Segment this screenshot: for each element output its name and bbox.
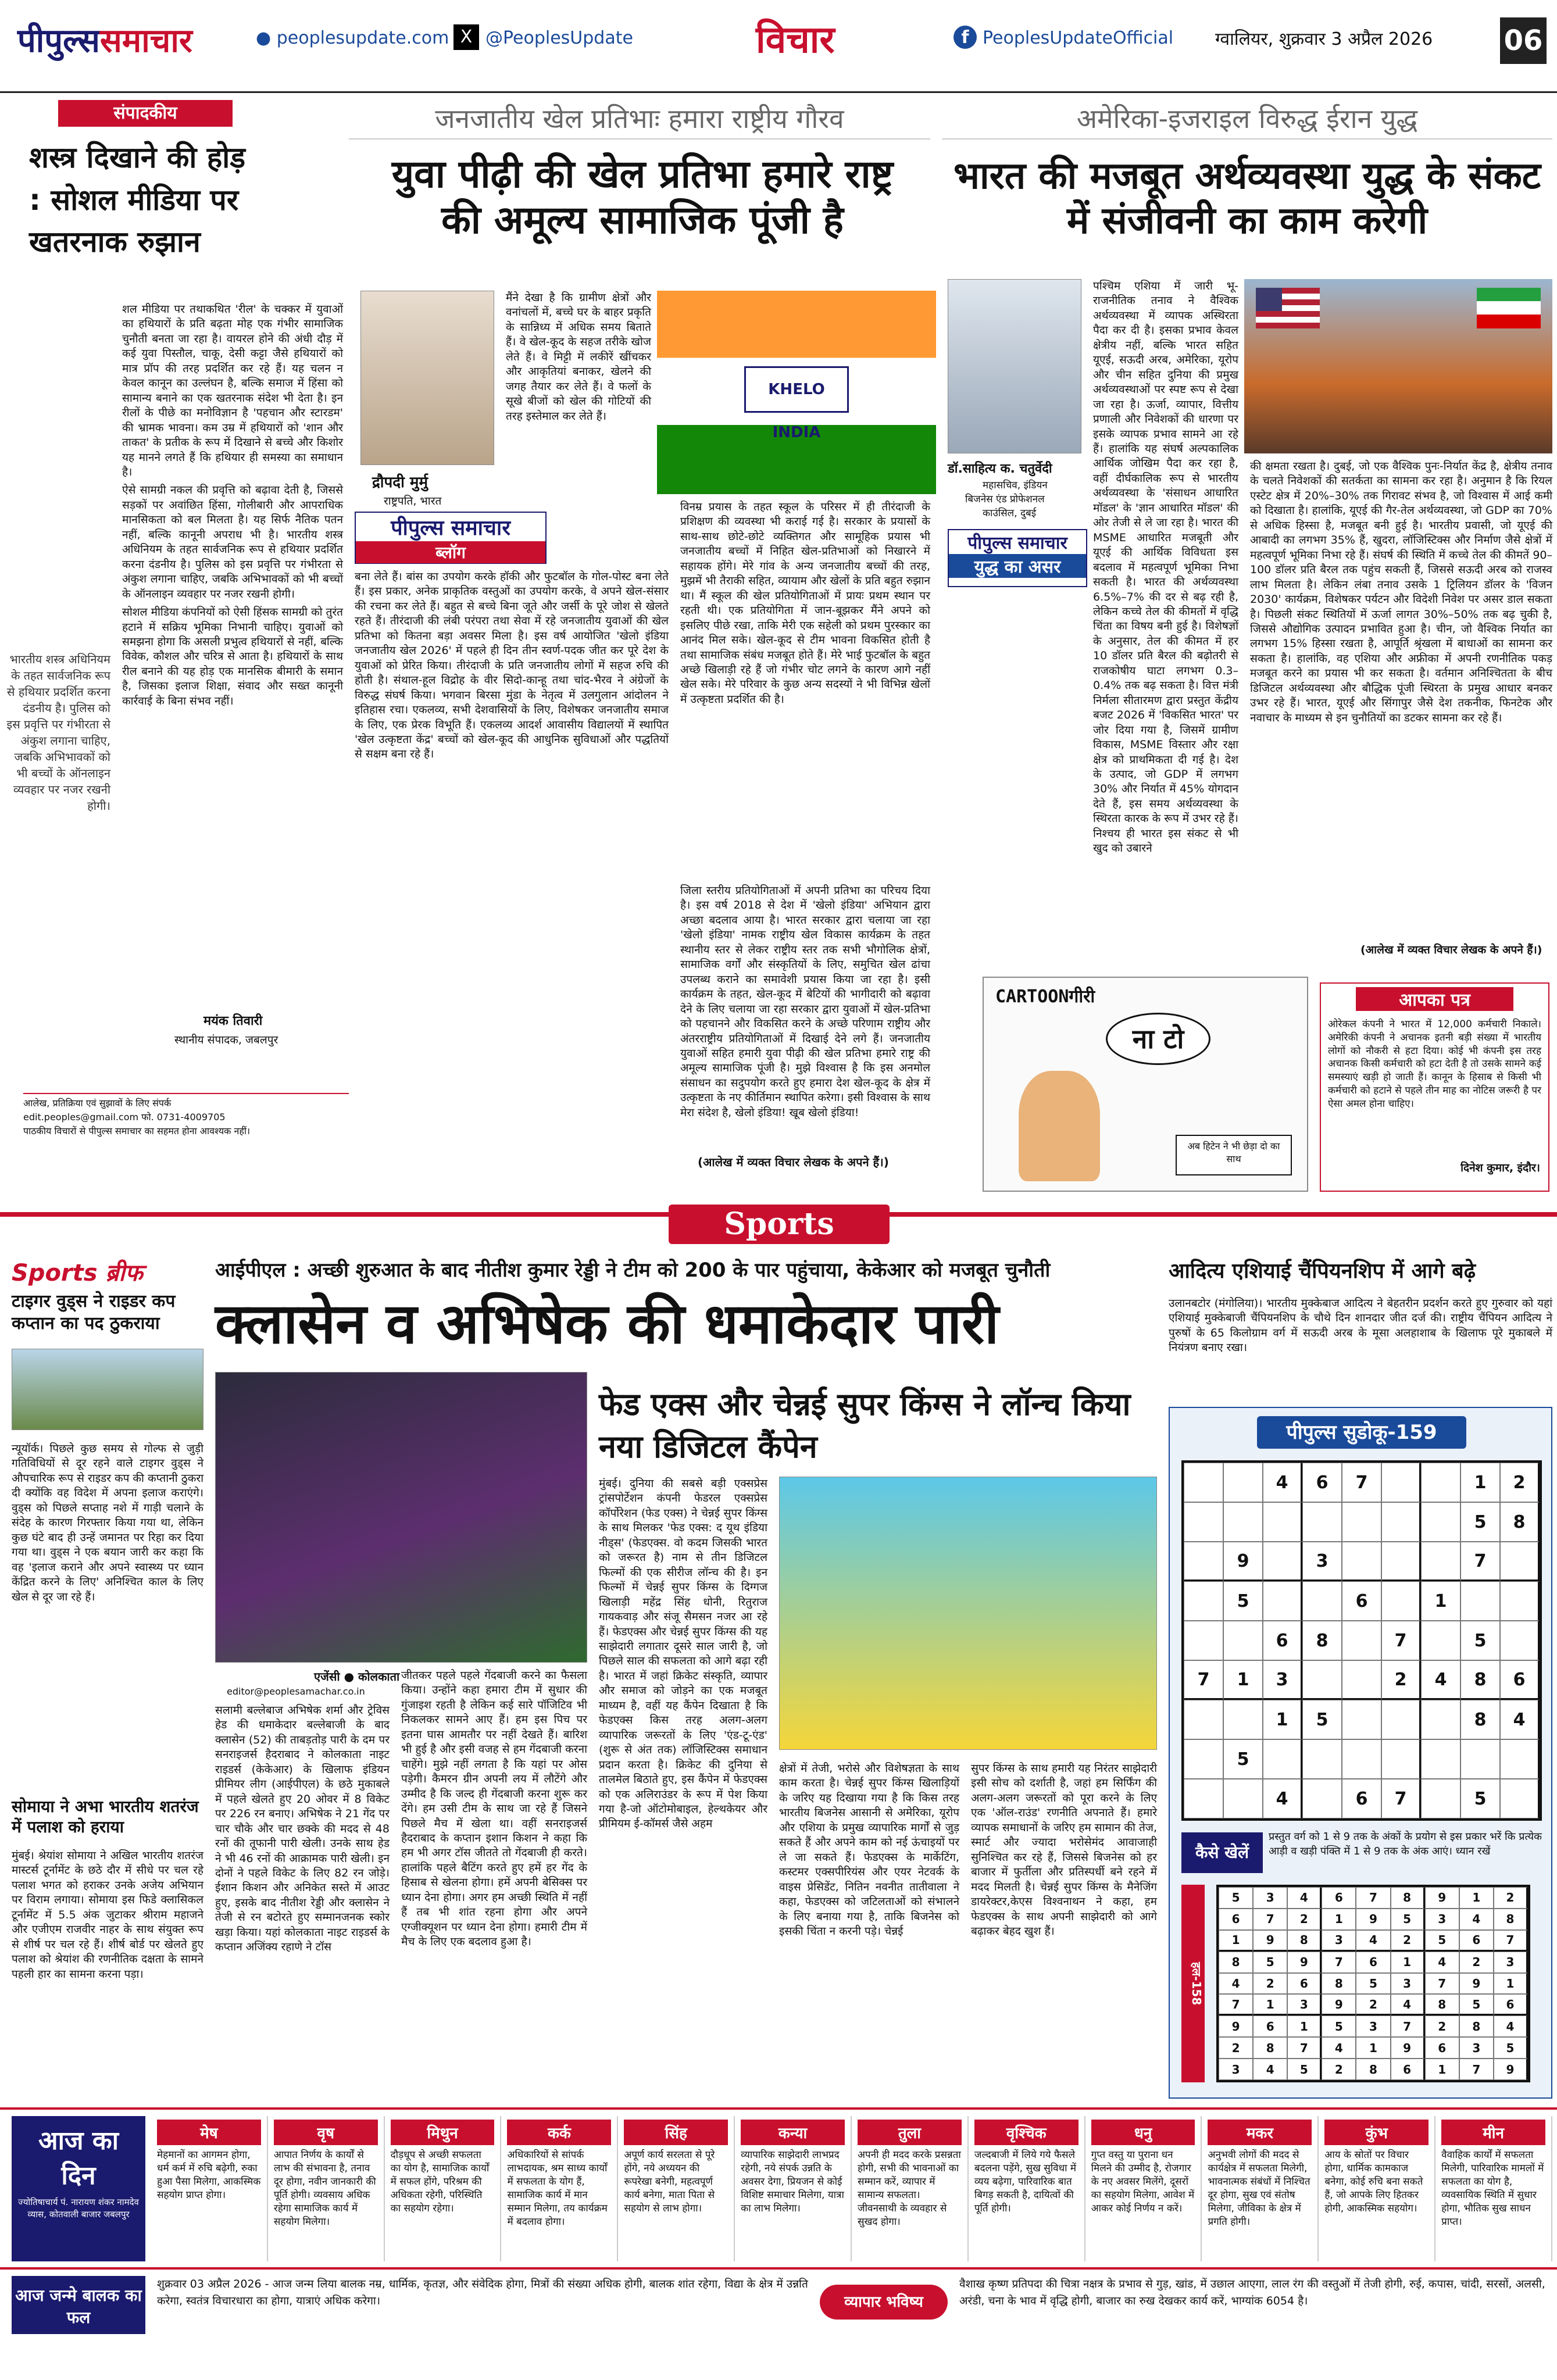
sudoku-cell[interactable] (1381, 1502, 1421, 1542)
us-flag-icon (1256, 288, 1320, 328)
sudoku-cell[interactable] (1342, 1660, 1381, 1700)
sudoku-cell[interactable] (1342, 1739, 1381, 1779)
sudoku-cell: 7 (1184, 1660, 1223, 1700)
sports-brief-title: Sports ब्रीफ (12, 1260, 143, 1287)
sudoku-answer-cell: 7 (1425, 1973, 1459, 1995)
sudoku-answer-cell: 6 (1425, 2037, 1459, 2059)
sudoku-cell[interactable] (1500, 1621, 1540, 1660)
sudoku-cell[interactable] (1223, 1700, 1263, 1739)
sudoku-answer-cell: 2 (1253, 1973, 1287, 1995)
sudoku-answer-cell: 4 (1425, 1952, 1459, 1973)
sudoku-answer-cell: 1 (1322, 1909, 1356, 1930)
sudoku-cell: 8 (1460, 1660, 1500, 1700)
sudoku-cell[interactable] (1223, 1463, 1263, 1502)
iran-flag-icon (1477, 288, 1541, 328)
sudoku-cell[interactable] (1263, 1739, 1302, 1779)
zodiac-sign-text: अपूर्ण कार्य सरलता से पूरे होंगे, नये अध्ययन की रूपरेखा बनेगी, महत्वपूर्ण कार्य बनेगा, माता पिता से सहयोग से लाभ होगा। (624, 2149, 715, 2214)
bottom-divider (0, 2267, 1557, 2270)
war-brand-box: पीपुल्स समाचार युद्ध का असर (948, 529, 1087, 587)
sudoku-answer-cell: 6 (1459, 1930, 1494, 1952)
sudoku-answer-cell: 2 (1322, 2059, 1356, 2080)
sudoku-answer-cell: 4 (1356, 1930, 1390, 1952)
sudoku-cell: 7 (1381, 1779, 1421, 1818)
sudoku-cell[interactable] (1263, 1542, 1302, 1581)
sudoku-answer-cell: 4 (1322, 2037, 1356, 2059)
sudoku-answer-cell: 4 (1253, 2059, 1287, 2080)
sudoku-cell[interactable] (1263, 1581, 1302, 1621)
newspaper-logo[interactable]: पीपुल्ससमाचार (17, 22, 192, 60)
sudoku-cell: 6 (1302, 1463, 1342, 1502)
editorial-body: शल मीडिया पर तथाकथित 'रील' के चक्कर में युवाओं का हथियारों के प्रति बढ़ता मोह एक गंभीर सामाजिक चुनौती बनता जा रहा है। वायरल होने की अंधी दौड़ में कई युवा पिस्तौल, चाकू, देसी कट्टा जैसे हथियारों को मात्र प्रॉप की तरह प्रदर्शित कर रहे हैं। यह चलन न केवल कानून का उल्लंघन है, बल्कि समाज में हिंसा को सामान्य बनाने का एक खतरनाक संदेश भी देता है। इन रीलों के पीछे का मनोविज्ञान है 'पहचान और स्टारडम' की भ्रामक भावना। कम उम्र में हथियारों को 'शान और ताकत' के प्रतीक के रूप में दिखाने से बच्चे और किशोर यह मानने लगते हैं कि हथियार ही समस्या का समाधान है। ऐसे सामग्री नकल की प्रवृत्ति को बढ़ावा देती है, जिससे सड़कों पर अवांछित हिंसा, गोलीबारी और आपराधिक मानसिकता को बल मिलता है। यह सिर्फ नैतिक पतन नहीं, बल्कि कानूनी अपराध भी है। भारतीय शस्त्र अधिनियम के तहत सार्वजनिक रूप से हथियार प्रदर्शित करना दंडनीय है। पुलिस को इस प्रवृत्ति पर गंभीरता से अंकुश लगाना चाहिए, जबकि अभिभावकों को भी बच्चों के ऑनलाइन व्यवहार पर नजर रखनी होगी। सोशल मीडिया कंपनियों को ऐसी हिंसक सामग्री को तुरंत हटाने में सक्रिय भूमिका निभानी चाहिए। युवाओं को समझना होगा कि असली प्रभुत्व हथियारों से नहीं, बल्कि विवेक, कौशल और चरित्र से आता है। हथियारों के साथ रील बनाने की यह होड़ एक मानसिक बीमारी के समान है, जिसका इलाज शिक्षा, संवाद और सख्त कानूनी कार्रवाई के बिना संभव नहीं। (122, 303, 343, 707)
sudoku-cell: 5 (1223, 1739, 1263, 1779)
sudoku-puzzle-grid[interactable] (1181, 1460, 1542, 1821)
sudoku-answer-cell: 2 (1219, 2037, 1253, 2059)
sudoku-cell[interactable] (1342, 1700, 1381, 1739)
sudoku-answer-cell: 6 (1391, 2059, 1425, 2080)
sudoku-cell[interactable] (1381, 1463, 1421, 1502)
zodiac-row (151, 2116, 1552, 2261)
sudoku-cell: 7 (1381, 1621, 1421, 1660)
sudoku-answer-cell: 9 (1287, 1952, 1322, 1973)
facebook-handle[interactable]: PeoplesUpdateOfficial (983, 28, 1174, 48)
sudoku-cell[interactable] (1302, 1660, 1342, 1700)
middle-headline: युवा पीढ़ी की खेल प्रतिभा हमारे राष्ट्र की अमूल्य सामाजिक पूंजी है (391, 152, 894, 243)
page-number: 06 (1500, 17, 1547, 64)
tiger-woods-photo (12, 1349, 203, 1430)
zodiac-sign-9 (1085, 2116, 1202, 2261)
editorial-side-note: भारतीय शस्त्र अधिनियम के तहत सार्वजनिक रूप से हथियार प्रदर्शित करना दंडनीय है। पुलिस को इस प्रवृत्ति पर गंभीरता से अंकुश लगाना चाहिए, जबकि अभिभावकों को भी बच्चों के ऑनलाइन व्यवहार पर नजर रखनी होगी। (6, 652, 110, 813)
zodiac-sign-text: जल्दबाजी में लिये गये फैसले बदलना पड़ेंगे, सुख सुविधा में व्यय बढ़ेगा, पारिवारिक बात बिगड़ सकती है, दायित्वों की पूर्ति होगी। (974, 2149, 1077, 2214)
sudoku-answer-cell: 1 (1459, 1887, 1494, 1909)
sudoku-answer-cell: 6 (1253, 2016, 1287, 2037)
sudoku-cell: 2 (1500, 1463, 1540, 1502)
sudoku-cell: 5 (1460, 1779, 1500, 1818)
horoscope-title-box: आज का दिन ज्योतिषाचार्य पं. नारायण शंकर नामदेव व्यास, कोतवाली बाजार जबलपुर (12, 2116, 145, 2261)
zodiac-sign-3 (385, 2116, 502, 2261)
zodiac-sign-text: अपनी ही मदद करके प्रसन्नता होगी, सभी की भावनाओं का सम्मान करें, व्यापार में सामान्य सफलता। जीवनसाथी के व्यवहार से सुखद होगा। (857, 2149, 961, 2228)
khelo-india-logo-image (657, 291, 936, 494)
sudoku-answer-cell: 8 (1356, 2059, 1390, 2080)
sudoku-cell: 5 (1302, 1700, 1342, 1739)
sudoku-answer-cell: 3 (1459, 2037, 1494, 2059)
sudoku-answer-cell: 7 (1219, 1994, 1253, 2016)
sudoku-cell: 9 (1223, 1542, 1263, 1581)
sudoku-cell: 7 (1460, 1542, 1500, 1581)
sudoku-answer-cell: 5 (1322, 2016, 1356, 2037)
ipl-agency: एजेंसी ● कोलकाता (314, 1670, 400, 1684)
twitter-handle[interactable]: @PeoplesUpdate (485, 28, 633, 48)
fedex-col1: मुंबई। दुनिया की सबसे बड़ी एक्सप्रेस ट्रांसपोर्टेशन कंपनी फेडरल एक्सप्रेस कॉर्पोरेशन (फेड एक्स) ने चेन्नई सुपर किंग्स के साथ मिलकर 'फेड एक्स: द यूथ इंडिया नीड्स' (फेडएक्स. वो कदम जिसकी भारत को जरूरत है) नाम से तीन डिजिटल फिल्मों की एक सीरीज लॉन्च की है। इन फिल्मों में चेन्नई सुपर किंग्स के दिग्गज खिलाड़ी महेंद्र सिंह धोनी, रितुराज गायकवाड़ और संजू सैमसन नजर आ रहे हैं। फेडएक्स और चेन्नई सुपर किंग्स की यह साझेदारी लगातार दूसरे साल जारी है, जो पिछले साल की सफलता को आगे बढ़ा रही है। भारत में जहां क्रिकेट संस्कृति, व्यापार और समाज को जोड़ने का एक मजबूत माध्यम है, वहीं यह कैंपेन दिखाता है कि फेडएक्स किस तरह अलग-अलग व्यापारिक जरूरतों के लिए 'एंड-टू-एंड' (शुरू से अंत तक) लॉजिस्टिक्स समाधान प्रदान करता है। क्रिकेट की दुनिया से तालमेल बिठाते हुए, इस कैंपेन में फेडएक्स को एक अलिराउंडर के रूप में पेश किया गया है-जो ऑटोमोबाइल, हेल्थकेयर और प्रीमियम ई-कॉमर्स जैसे अहम (599, 1477, 767, 1831)
sudoku-answer-cell: 5 (1494, 2037, 1528, 2059)
sudoku-answer-cell: 8 (1391, 1887, 1425, 1909)
middle-footnote: (आलेख में व्यक्त विचार लेखक के अपने हैं।) (698, 1155, 889, 1169)
zodiac-sign-12 (1435, 2116, 1552, 2261)
sudoku-answer-cell: 3 (1322, 1930, 1356, 1952)
editorial-headline: शस्त्र दिखाने की होड़ : सोशल मीडिया पर खतरनाक रुझान (29, 141, 245, 259)
fedex-csk-photo (779, 1477, 1157, 1750)
sudoku-cell[interactable] (1421, 1463, 1460, 1502)
sudoku-answer-cell: 5 (1425, 1930, 1459, 1952)
right-col1: पश्चिम एशिया में जारी भू-राजनीतिक तनाव ने वैश्विक अर्थव्यवस्था में व्यापक अस्थिरता पैदा कर दी है। इसका प्रभाव केवल क्षेत्रीय नहीं, बल्कि भारत सहित यूएई, सऊदी अरब, अमेरिका, यूरोप और चीन सहित दुनिया की प्रमुख अर्थव्यवस्थाओं पर स्पष्ट रूप से देखा जा रहा है। ऊर्जा, व्यापार, वित्तीय प्रणाली और निवेशकों की धारणा पर इसके व्यापक प्रभाव सामने आ रहे हैं। हालांकि यह संघर्ष अल्पकालिक आर्थिक जोखिम पैदा कर रहा है, वहीं दीर्घकालिक रूप से भारतीय अर्थव्यवस्था के 'संसाधन आधारित मॉडल' के 'ज्ञान आधारित मॉडल' की ओर तेजी से ले जा रहा है। भारत की MSME आधारित मजबूती और यूएई की आर्थिक विविधता इस बदलाव में महत्वपूर्ण भूमिका निभा सकती है। भारत की अर्थव्यवस्था 6.5%–7% की दर से बढ़ रही है, लेकिन कच्चे तेल की कीमतों में वृद्धि चिंता का विषय बनी हुई है। विशेषज्ञों के अनुसार, तेल की कीमत में हर 10 डॉलर प्रति बैरल की बढ़ोतरी से राजकोषीय घाटा लगभग 0.3–0.4% तक बढ़ सकता है। वित्त मंत्री निर्मला सीतारमण द्वारा प्रस्तुत केंद्रीय बजट 2026 में 'विकसित भारत' पर जोर दिया गया है, जिसमें ग्रामीण विकास, MSME विस्तार और रक्षा क्षेत्र को प्राथमिकता दी गई है। देश के उत्पाद, जो GDP में लगभग 30% और निर्यात में 45% योगदान देते हैं, इस समय अर्थव्यवस्था के स्थिरता कारक के रूप में उभर रहे हैं। निश्चय ही भारत इस संकट से भी खुद को उबारने (1093, 280, 1238, 855)
fedex-col3: सुपर किंग्स के साथ हमारी यह निरंतर साझेदारी इसी सोच को दर्शाती है, जहां हम सिर्फिंग की अलग-अलग जरूरतों को पूरा करने के लिए एक 'ऑल-राउंड' रणनीति अपनाते हैं। हमारे व्यापक समाधानों के जरिए हम सामान की तेज, स्मार्ट और ज्यादा भरोसेमंद आवाजाही सुनिश्चित कर रहे हैं, जिससे बिजनेस को हर बाजार में फुर्तीला और प्रतिस्पर्धी बने रहने में मदद मिलती है। चेन्नई सुपर किंग्स के मैनेजिंग डायरेक्टर,केएस विश्वनाथन ने कहा, हम फेडएक्स के साथ अपनी साझेदारी को आगे बढ़ाकर बेहद खुश हैं। (971, 1762, 1157, 1938)
sudoku-cell[interactable] (1342, 1502, 1381, 1542)
sudoku-answer-cell: 1 (1494, 1973, 1528, 1995)
sudoku-cell[interactable] (1342, 1621, 1381, 1660)
sudoku-answer-cell: 3 (1287, 1994, 1322, 2016)
sudoku-answer-cell: 6 (1494, 1994, 1528, 2016)
sudoku-answer-cell: 7 (1494, 1930, 1528, 1952)
sudoku-answer-cell: 9 (1459, 1973, 1494, 1995)
blog-brand-box: पीपुल्स समाचार ब्लॉग (355, 512, 547, 564)
zodiac-sign-text: व्यापारिक साझेदारी लाभप्रद रहेगी, नये संपर्क उन्नति के अवसर देगा, प्रियजन से कोई विशिष्ट समाचार मिलेगा, यात्रा का लाभ मिलेगा। (741, 2149, 844, 2214)
zodiac-sign-8 (969, 2116, 1085, 2261)
sudoku-panel (1169, 1407, 1552, 2099)
zodiac-sign-1 (151, 2116, 268, 2261)
sudoku-answer-cell: 9 (1322, 1994, 1356, 2016)
sudoku-answer-cell: 5 (1391, 1909, 1425, 1930)
horoscope-divider (0, 2107, 1557, 2110)
sudoku-answer-cell: 4 (1459, 1909, 1494, 1930)
sudoku-cell[interactable] (1223, 1779, 1263, 1818)
sudoku-answer-grid (1216, 1885, 1530, 2082)
sudoku-cell[interactable] (1184, 1739, 1223, 1779)
sudoku-cell: 1 (1263, 1700, 1302, 1739)
sudoku-cell: 1 (1223, 1660, 1263, 1700)
sudoku-cell[interactable] (1184, 1779, 1223, 1818)
sudoku-answer-cell: 4 (1391, 1994, 1425, 2016)
fedex-col2: क्षेत्रों में तेजी, भरोसे और विशेषज्ञता के साथ काम करता है। चेन्नई सुपर किंग्स खिलाड़ियों के जरिए यह दिखाया गया है कि किस तरह भारतीय बिजनेस आसानी से अमेरिका, यूरोप और एशिया के प्रमुख व्यापारिक मार्गों से जुड़ सकते हैं और अपने काम को नई ऊंचाइयों पर ले जा सकते हैं। फेडएक्स के मार्केटिंग, कस्टमर एक्सपीरियंस और एयर नेटवर्क के वाइस प्रेसिडेंट, नितिन नवनीत तातीवाला ने कहा, फेडएक्स को जटिलताओं को संभालने के लिए बनाया गया है, ताकि बिजनेस को इसकी चिंता न करनी पड़े। चेन्नई (779, 1762, 959, 1938)
zodiac-sign-name: धनु (1091, 2120, 1195, 2145)
sudoku-answer-cell: 2 (1391, 1930, 1425, 1952)
sudoku-answer-cell: 9 (1494, 2059, 1528, 2080)
sudoku-cell[interactable] (1421, 1502, 1460, 1542)
sudoku-cell[interactable] (1302, 1739, 1342, 1779)
sudoku-cell[interactable] (1421, 1542, 1460, 1581)
author-role-1: महासचिव, इंडियन (983, 480, 1048, 491)
zodiac-sign-name: मीन (1441, 2120, 1545, 2145)
sudoku-answer-cell: 7 (1322, 1952, 1356, 1973)
middle-col2: बना लेते हैं। बांस का उपयोग करके हॉकी और फुटबॉल के गोल-पोस्ट बना लेते हैं। इस प्रकार, अनेक प्राकृतिक वस्तुओं का उपयोग करके, वे अपने खेल-संसार की रचना कर लेते हैं। बहुत से बच्चे बिना जूते और जर्सी के पूरे जोश से खेलते रहते हैं। तीरंदाजी की लंबी परंपरा तथा सेवा में रहे जनजातीय युवाओं की खेल प्रतिभा को कितना बड़ा अवसर मिला है। इस वर्ष आयोजित 'खेलो इंडिया जनजातीय खेल 2026' में पहले ही दिन तीन स्वर्ण-पदक जीत कर पूरे देश के युवाओं को प्रेरित किया। तीरंदाजी के प्रति जनजातीय लोगों में सहज रुचि की होती है। संथाल-हूल विद्रोह के वीर सिदो-कान्हू तथा चांद-भैरव ने अंग्रेजों के विरुद्ध संघर्ष किया। भगवान बिरसा मुंडा के नेतृत्व में उलगुलान आंदोलन ने इतिहास रचा। एकलव्य, सभी देशवासियों के लिए, विशेषकर जनजातीय समाज के लिए, एक प्रेरक विभूति हैं। एकलव्य आदर्श आवासीय विद्यालयों में स्थापित 'खेल उत्कृष्टता केंद्र' बच्चों को खेल-कूद की आधुनिक सुविधाओं और पद्धतियों से सक्षम बना रहे हैं। (355, 570, 669, 761)
sudoku-cell[interactable] (1381, 1700, 1421, 1739)
sudoku-cell: 3 (1263, 1660, 1302, 1700)
sudoku-answer-cell: 7 (1391, 2016, 1425, 2037)
sudoku-cell[interactable] (1500, 1542, 1540, 1581)
sudoku-cell[interactable] (1460, 1739, 1500, 1779)
sudoku-cell[interactable] (1302, 1779, 1342, 1818)
sudoku-answer-cell: 8 (1494, 1909, 1528, 1930)
sudoku-cell: 8 (1302, 1621, 1342, 1660)
zodiac-sign-name: मिथुन (391, 2120, 495, 2145)
middle-col4: जिला स्तरीय प्रतियोगिताओं में अपनी प्रतिभा का परिचय दिया है। इस वर्ष 2018 से देश में 'खेलो इंडिया' अभियान द्वारा अच्छा बदलाव आया है। भारत सरकार द्वारा चलाया जा रहा 'खेलो इंडिया' नामक राष्ट्रीय खेल विकास कार्यक्रम के तहत स्थानीय स्तर से लेकर राष्ट्रीय स्तर तक सभी भौगोलिक क्षेत्रों, सामाजिक वर्गों और संस्कृतियों के लिए, समुचित खेल ढांचा उपलब्ध कराने का समावेशी प्रयास किया जा रहा है। इसी कार्यक्रम के तहत, खेल-कूद में बेटियों की भागीदारी को बढ़ावा देने के लिए चलाया जा रहा सरकार द्वारा युवाओं में खेल-प्रतिभा को पहचानने और विकसित करने के अच्छे परिणाम राष्ट्रीय और अंतरराष्ट्रीय प्रतियोगिताओं में दिखाई देने लगे हैं। जनजातीय युवाओं सहित हमारी युवा पीढ़ी की खेल प्रतिभा हमारे राष्ट्र की अमूल्य सामाजिक पूंजी है। मुझे विश्वास है कि इस अनमोल संसाधन का सदुपयोग करते हुए हमारा देश खेल-कूद के क्षेत्र में उत्कृष्टता के नए कीर्तिमान स्थापित करेगा। इसी विश्वास के साथ मेरा संदेश है, खेलो इंडिया! खूब खेलो इंडिया! (680, 884, 930, 1119)
cartoon-figure (1019, 1071, 1100, 1181)
zodiac-sign-name: कर्क (507, 2120, 611, 2145)
sudoku-answer-cell: 9 (1356, 1909, 1390, 1930)
sudoku-cell[interactable] (1500, 1779, 1540, 1818)
sudoku-answer-cell: 3 (1356, 2016, 1390, 2037)
author-role-3: काउंसिल, दुबई (983, 508, 1037, 519)
zodiac-sign-text: दौड़धूप से अच्छी सफलता का योग है, सामाजिक कार्यों में सफल होंगे, परिश्रम की अधिकता रहेगी, परिस्थिति का सहयोग रहेगा। (390, 2149, 490, 2214)
zodiac-sign-name: मेष (157, 2120, 261, 2145)
sudoku-cell[interactable] (1421, 1779, 1460, 1818)
zodiac-sign-name: वृश्चिक (974, 2120, 1079, 2145)
sudoku-answer-cell: 5 (1219, 1887, 1253, 1909)
president-role: राष्ट्रपति, भारत (384, 495, 442, 508)
cartoon-title: CARTOONगीरी (995, 987, 1095, 1007)
sudoku-answer-cell: 1 (1287, 2016, 1322, 2037)
zodiac-sign-name: वृष (274, 2120, 378, 2145)
sudoku-rules: प्रस्तुत वर्ग को 1 से 9 तक के अंकों के प्रयोग से इस प्रकार भरें कि प्रत्येक आड़ी व खड़ी पंक्ति में 1 से 9 तक के अंक आएं। ध्यान रखें (1269, 1831, 1542, 1858)
sudoku-cell[interactable] (1381, 1739, 1421, 1779)
zodiac-sign-6 (735, 2116, 852, 2261)
zodiac-sign-2 (268, 2116, 385, 2261)
zodiac-sign-4 (501, 2116, 618, 2261)
sudoku-answer-cell: 3 (1219, 2059, 1253, 2080)
sudoku-answer-cell: 9 (1391, 2037, 1425, 2059)
sudoku-cell[interactable] (1460, 1581, 1500, 1621)
sudoku-answer-cell: 3 (1494, 1952, 1528, 1973)
zodiac-sign-10 (1202, 2116, 1319, 2261)
sudoku-answer-cell: 4 (1219, 1973, 1253, 1995)
sudoku-title: पीपुल्स सुडोकू-159 (1257, 1416, 1466, 1449)
zodiac-sign-name: कुंभ (1324, 2120, 1429, 2145)
sudoku-answer-cell: 5 (1356, 1973, 1390, 1995)
sudoku-cell: 3 (1302, 1542, 1342, 1581)
sudoku-answer-cell: 8 (1322, 1973, 1356, 1995)
masthead (0, 0, 1557, 93)
cartoon-sign: अब हिटेन ने भी छेड़ा दो का साथ (1176, 1135, 1292, 1175)
asian-headline: आदित्य एशियाई चैंपियनशिप में आगे बढ़े (1169, 1259, 1476, 1283)
sudoku-cell[interactable] (1421, 1739, 1460, 1779)
president-name: द्रौपदी मुर्मु (372, 474, 428, 491)
sudoku-cell: 1 (1421, 1581, 1460, 1621)
sudoku-cell[interactable] (1342, 1542, 1381, 1581)
sudoku-cell[interactable] (1184, 1502, 1223, 1542)
zodiac-sign-text: मेहमानों का आगमन होगा, धर्म कर्म में रुचि बढ़ेगी, रुका हुआ पैसा मिलेगा, आकस्मिक सहयोग प्राप्त होगा। (157, 2149, 261, 2201)
ipl-headline: क्लासेन व अभिषेक की धमाकेदार पारी (215, 1291, 999, 1356)
cartoon-panel (983, 977, 1308, 1192)
sudoku-cell: 8 (1460, 1700, 1500, 1739)
letter-box (1320, 982, 1549, 1192)
sudoku-cell: 7 (1342, 1463, 1381, 1502)
sudoku-cell: 5 (1460, 1502, 1500, 1542)
author-photo (948, 279, 1081, 453)
sudoku-cell[interactable] (1184, 1581, 1223, 1621)
zodiac-sign-text: अनुभवी लोगों की मदद से कार्यक्षेत्र में सफलता मिलेगी, भावनात्मक संबंधों में निश्चित दूर होगा, सुख एवं संतोष मिलेगा, जीविका के क्षेत्र में प्रगति होगी। (1208, 2149, 1310, 2228)
zodiac-sign-11 (1319, 2116, 1435, 2261)
sudoku-cell: 8 (1500, 1502, 1540, 1542)
zodiac-sign-name: कन्या (741, 2120, 845, 2145)
editorial-tag: संपादकीय (58, 100, 233, 127)
sudoku-answer-label: हल-158 (1181, 1885, 1205, 2082)
sudoku-answer-cell: 3 (1391, 1973, 1425, 1995)
sudoku-cell[interactable] (1500, 1581, 1540, 1621)
zodiac-sign-7 (852, 2116, 969, 2261)
sudoku-answer-cell: 2 (1356, 1994, 1390, 2016)
zodiac-sign-text: आपात निर्णय के कार्यों से लाभ की संभावना है, तनाव दूर होगा, नवीन जानकारी की पूर्ति होगी। व्यवसाय अधिक रहेगा सामाजिक कार्य में सहयोग मिलेगा। (273, 2149, 376, 2228)
right-headline: भारत की मजबूत अर्थव्यवस्था युद्ध के संकट में संजीवनी का काम करेगी (954, 155, 1541, 242)
zodiac-sign-5 (618, 2116, 735, 2261)
sudoku-cell[interactable] (1184, 1621, 1223, 1660)
sudoku-answer-cell: 4 (1494, 2016, 1528, 2037)
sudoku-cell[interactable] (1381, 1542, 1421, 1581)
sudoku-howto: कैसे खेलें (1181, 1832, 1263, 1873)
sudoku-answer-cell: 3 (1253, 1887, 1287, 1909)
sudoku-cell[interactable] (1263, 1502, 1302, 1542)
right-col2: की क्षमता रखता है। दुबई, जो एक वैश्विक पुनः-निर्यात केंद्र है, क्षेत्रीय तनाव के चलते निवेशकों की सतर्कता का सामना कर रहा है। अनुमान है कि रियल एस्टेट क्षेत्र में 20%–30% तक गिरावट संभव है, जो विश्वास में आई कमी को दिखाता है। हालांकि, यूएई की गैर-तेल अर्थव्यवस्था, जो GDP का 70% से अधिक हिस्सा है, मजबूत बनी हुई है। भारतीय प्रवासी, जो यूएई की आबादी का लगभग 35% हैं, खुदरा, लॉजिस्टिक्स और निर्माण जैसे क्षेत्रों में महत्वपूर्ण भूमिका निभा रहे हैं। संघर्ष की स्थिति में कच्चे तेल की कीमतें 90–100 डॉलर प्रति बैरल तक पहुंच सकती हैं, जिससे सऊदी अरब को राजस्व लाभ मिलता है। लेकिन लंबा तनाव उसके 1 ट्रिलियन डॉलर के 'विजन 2030' कार्यक्रम, विशेषकर पर्यटन और विदेशी निवेश पर असर डाल सकता है। पिछली संकट स्थितियों में ऊर्जा लागत 30%–50% तक बढ़ चुकी है, जिससे औद्योगिक उत्पादन प्रभावित हुआ है। चीन, जो वैश्विक निर्यात का लगभग 15% हिस्सा रखता है, आपूर्ति श्रृंखला में बाधाओं का सामना कर सकता है। हालांकि, वह एशिया और अफ्रीका में अपनी रणनीतिक पकड़ मजबूत करने का प्रयास भी कर सकता है। वर्तमान अनिश्चितता के बीच डिजिटल अर्थव्यवस्था और बौद्धिक पूंजी स्थिरता के प्रमुख आधार बनकर उभर रहे हैं। भारत, यूएई और सिंगापुर जैसे देश तकनीक, फिनटेक और नवाचार के माध्यम से इन चुनौतियों का डटकर सामना कर रहे हैं। (1250, 460, 1552, 724)
sudoku-answer-cell: 7 (1459, 2059, 1494, 2080)
sudoku-answer-cell: 8 (1425, 1994, 1459, 2016)
war-image (1244, 279, 1552, 453)
right-kicker: अमेरिका-इजराइल विरुद्ध ईरान युद्ध (942, 100, 1552, 140)
brief2-headline: सोमाया ने अभा भारतीय शतरंज में पलाश को हराया (12, 1797, 199, 1836)
facebook-icon[interactable]: f (954, 26, 977, 49)
sudoku-answer-cell: 5 (1459, 1994, 1494, 2016)
sudoku-answer-cell: 2 (1287, 1909, 1322, 1930)
ipl-kicker: आईपीएल : अच्छी शुरुआत के बाद नीतीश कुमार रेड्डी ने टीम को 200 के पार पहुंचाया, केकेआर को मजबूत चुनौती (215, 1259, 1051, 1282)
sudoku-cell[interactable] (1421, 1700, 1460, 1739)
letter-title: आपका पत्र (1356, 987, 1513, 1011)
sudoku-answer-cell: 9 (1253, 1930, 1287, 1952)
sudoku-cell: 6 (1342, 1779, 1381, 1818)
sudoku-cell[interactable] (1381, 1581, 1421, 1621)
sudoku-answer-cell: 8 (1253, 2037, 1287, 2059)
sudoku-answer-cell: 1 (1219, 1930, 1253, 1952)
sudoku-answer-cell: 6 (1322, 1887, 1356, 1909)
sudoku-cell[interactable] (1223, 1502, 1263, 1542)
sudoku-answer-cell: 7 (1253, 1909, 1287, 1930)
sudoku-cell[interactable] (1500, 1739, 1540, 1779)
born-title: आज जन्मे बालक का फल (12, 2276, 145, 2334)
sudoku-cell: 2 (1381, 1660, 1421, 1700)
sudoku-cell: 6 (1342, 1581, 1381, 1621)
brief1-headline: टाइगर वुड्स ने राइडर कप कप्तान का पद ठुकराया (12, 1291, 176, 1334)
zodiac-sign-text: वैवाहिक कार्यों में सफलता मिलेगी, पारिवारिक मामलों में सफलता का योग है, व्यवसायिक स्थिति में सुधार होगा, भौतिक सुख साधन प्राप्त। (1441, 2149, 1544, 2228)
sudoku-cell[interactable] (1302, 1581, 1342, 1621)
ipl-col2: जीतकर पहले पहले गेंदबाजी करने का फैसला किया। उन्होंने कहा हमारा टीम में सुधार की गुंजाइश रहती है लेकिन कई सारे पॉजिटिव भी निकलकर सामने आए हैं। हम इस पिच पर इतना घास आमतौर पर नहीं देखते हैं। बारिश भी हुई है और इसी वजह से हम गेंदबाजी करना चाहेंगे। मुझे नहीं लगता है कि यहां पर ओस पड़ेगी। कैमरन ग्रीन अपनी लय में लौटेंगे और उम्मीद है कि जल्द ही गेंदबाजी करना शुरू कर देंगे। हम उसी टीम के साथ जा रहे हैं जिसने पिछले मैच में खेला था। वहीं सनराइजर्स हैदराबाद के कप्तान इशान किशन ने कहा कि हम भी अगर टॉस जीतते तो गेंदबाजी ही करते। हालांकि पहले बैटिंग करते हुए हमें हर गेंद के हिसाब से खेलना होगा। हमें अपनी बेसिक्स पर ध्यान देना होगा। अगर हम अच्छी स्थिति में नहीं हैं तब भी शांत रहना होगा और अपने एग्जीक्यूशन पर ध्यान देना होगा। हमारी टीम में मैच के लिए एक बदलाव हुआ है। (401, 1669, 587, 1949)
middle-col1: मैंने देखा है कि ग्रामीण क्षेत्रों और वनांचलों में, बच्चे घर के बाहर प्रकृति के सान्निध्य में अधिक समय बिताते हैं। वे खेल-कूद के सहज तरीके खोज लेते हैं। वे मिट्टी में लकीरें खींचकर और आकृतियां बनाकर, खेलने की जगह तैयार कर लेते हैं। वे फलों के सूखे बीजों को खेल की गोटियों की तरह इस्तेमाल कर लेते हैं। (506, 291, 651, 423)
ipl-col1: सलामी बल्लेबाज अभिषेक शर्मा और ट्रेविस हेड की धमाकेदार बल्लेबाजी के बाद क्लासेन (52) की ताबड़तोड़ पारी के दम पर सनराइजर्स हैदराबाद ने कोलकाता नाइट राइडर्स (केकेआर) के खिलाफ इंडियन प्रीमियर लीग (आईपीएल) के छठे मुकाबले में पहले खेलते हुए 20 ओवर में 8 विकेट पर 226 रन बनाए। अभिषेक ने 21 गेंद पर चार चौके और चार छक्के की मदद से 48 रनों की तूफानी पारी खेली। उनके साथ हेड ने भी 46 रनों की आक्रामक पारी खेली। इन दोनों ने पहले विकेट के लिए 82 रन जोड़े। ईशान किशन और अनिकेत सस्ते में आउट हुए, इसके बाद नीतीश रेड्डी और क्लासेन ने तेजी से रन बटोरते हुए सम्मानजनक स्कोर खड़ा किया। यहां कोलकाता नाइट राइडर्स के कप्तान अजिंक्य रहाणे ने टॉस (215, 1704, 390, 1954)
sudoku-answer-cell: 1 (1425, 2059, 1459, 2080)
website-link[interactable]: ● peoplesupdate.com (256, 28, 449, 48)
sudoku-answer-cell: 9 (1219, 2016, 1253, 2037)
sudoku-cell[interactable] (1184, 1463, 1223, 1502)
sudoku-answer-cell: 8 (1459, 2016, 1494, 2037)
letter-author: दिनेश कुमार, इंदौर। (1460, 1162, 1540, 1174)
middle-col3: विनम्र प्रयास के तहत स्कूल के परिसर में ही तीरंदाजी के प्रशिक्षण की व्यवस्था भी कराई गई है। सरकार के प्रयासों के साथ-साथ छोटे-छोटे व्यक्तिगत और सामूहिक प्रयास भी जनजातीय बच्चों में निहित खेल-प्रतिभाओं को निखारने में सहायक होंगे। मेरे गांव के अन्य जनजातीय बच्चों की तरह, मुझमें भी तैराकी सहित, व्यायाम और खेलों के प्रति बहुत रुझान था। मैं स्कूल की खेल प्रतियोगिताओं में प्रायः प्रथम स्थान पर रहती थी। एक प्रतियोगिता में जान-बूझकर मैंने अपने को इसलिए पीछे रखा, ताकि मेरी एक सहेली को प्रथम पुरस्कार का आनंद मिल सके। खेल-कूद से टीम भावना विकसित होती है तथा सामाजिक संबंध मजबूत होते हैं। मेरे भाई फुटबॉल के बहुत अच्छे खिलाड़ी रहे हैं जो गंभीर चोट लगने के कारण आगे नहीं खेल सके। मेरे परिवार के कुछ अन्य सदस्यों ने भी विभिन्न खेलों में उत्कृष्टता प्रदर्शित की है। (680, 501, 930, 706)
sudoku-cell[interactable] (1184, 1700, 1223, 1739)
zodiac-sign-name: सिंह (624, 2120, 728, 2145)
sports-banner: Sports (669, 1205, 890, 1244)
sudoku-answer-cell: 2 (1459, 1952, 1494, 1973)
sudoku-answer-cell: 7 (1287, 2037, 1322, 2059)
zodiac-sign-text: गुप्त वस्तु या पुराना धन मिलने की उम्मीद है, रोजगार के नए अवसर मिलेंगे, दूसरों का सहयोग मिलेगा, आवेश में आकर कोई निर्णय न करें। (1091, 2149, 1195, 2214)
letter-body: ओरेकल कंपनी ने भारत में 12,000 कर्मचारी निकाले। अमेरिकी कंपनी ने अचानक इतनी बड़ी संख्या में भारतीय लोगों को नौकरी से हटा दिया। कोई भी कंपनी इस तरह अचानक किसी कर्मचारी को हटा देती है तो उसके सामने कई समस्याएं खड़ी हो जाती हैं। कानून के हिसाब से किसी भी कर्मचारी को हटाने से पहले तीन माह का नोटिस जरूरी है पर ऐसा अमल होना चाहिए। (1328, 1019, 1541, 1110)
ipl-email: editor@peoplesamachar.co.in (227, 1686, 365, 1697)
sudoku-answer-cell: 3 (1425, 1909, 1459, 1930)
sudoku-answer-cell: 6 (1287, 1973, 1322, 1995)
sudoku-cell[interactable] (1421, 1621, 1460, 1660)
president-photo (360, 291, 494, 465)
khelo-india-logo: KHELO INDIA (744, 366, 849, 413)
sudoku-cell: 4 (1421, 1660, 1460, 1700)
sudoku-cell[interactable] (1302, 1502, 1342, 1542)
editorial-author-role: स्थानीय संपादक, जबलपुर (174, 1034, 278, 1046)
sudoku-cell: 6 (1263, 1621, 1302, 1660)
zodiac-sign-text: अधिकारियों से सांपर्क लाभदायक, श्रम साध्य कार्यों में सफलता के योग हैं, सामाजिक कार्य में मान सम्मान मिलेगा, तय कार्यक्रम में बदलाव होगा। (507, 2149, 608, 2228)
sudoku-answer-cell: 6 (1219, 1909, 1253, 1930)
fedex-headline: फेड एक्स और चेन्नई सुपर किंग्स ने लॉन्च किया नया डिजिटल कैंपेन (599, 1386, 1131, 1465)
zodiac-sign-text: आय के स्रोतों पर विचार होगा, धार्मिक कामकाज बनेगा, कोई रुचि बना सकते हैं, जो आपके लिए हितकर होगी, आकस्मिक सहयोग। (1324, 2149, 1423, 2214)
sudoku-answer-cell: 8 (1219, 1952, 1253, 1973)
sudoku-answer-cell: 7 (1356, 1887, 1390, 1909)
sudoku-answer-cell: 2 (1494, 1887, 1528, 1909)
sudoku-cell: 5 (1223, 1581, 1263, 1621)
sudoku-cell: 4 (1500, 1700, 1540, 1739)
zodiac-sign-name: तुला (858, 2120, 962, 2145)
sudoku-answer-cell: 6 (1356, 1952, 1390, 1973)
sudoku-cell: 4 (1263, 1463, 1302, 1502)
sudoku-answer-cell: 2 (1425, 2016, 1459, 2037)
sudoku-cell[interactable] (1223, 1621, 1263, 1660)
sudoku-cell: 6 (1500, 1660, 1540, 1700)
sudoku-cell: 5 (1460, 1621, 1500, 1660)
brief2-body: मुंबई। श्रेयांश सोमाया ने अखिल भारतीय शतरंज मास्टर्स टूर्नामेंट के छठे दौर में सीधे पर चल रहे पलाश भगत को हराकर उनके अजेय अभियान पर विराम लगाया। सोमाया इस फिडे क्लासिकल टूर्नामेंट में 5.5 अंक जुटाकर श्रीराम महाजने और एजीएम राजवीर नाहर के साथ संयुक्त रूप से शीर्ष पर चल रहे हैं। शीर्ष बोर्ड पर खेलते हुए पलाश को श्रेयांश की रणनीतिक दक्षता के सामने पहली हार का सामना करना पड़ा। (12, 1849, 203, 1981)
middle-kicker: जनजातीय खेल प्रतिभाः हमारा राष्ट्रीय गौरव (349, 100, 930, 140)
asian-body: उलानबटोर (मंगोलिया)। भारतीय मुक्केबाज आदित्य ने बेहतरीन प्रदर्शन करते हुए गुरुवार को यहां एशियाई मुक्केबाजी चैंपियनशिप के चौथे दिन शानदार जीत दर्ज की। राष्ट्रीय चैंपियन आदित्य ने पुरुषों के 65 किलोग्राम वर्ग में सऊदी अरब के मूसा अलहाशाब के खिलाफ पूरे मुकाबले में नियंत्रण बनाए रखा। (1169, 1297, 1552, 1355)
editorial-author: मयंक तिवारी (203, 1014, 263, 1028)
zodiac-sign-name: मकर (1208, 2120, 1312, 2145)
sudoku-answer-cell: 1 (1253, 1994, 1287, 2016)
right-footnote: (आलेख में व्यक्त विचार लेखक के अपने हैं।) (1360, 944, 1542, 956)
sudoku-answer-cell: 1 (1356, 2037, 1390, 2059)
editorial-contact: आलेख, प्रतिक्रिया एवं सुझावों के लिए संपर्क edit.peoples@gmail.com फो. 0731-4009705 पाठकीय विचारों से पीपुल्स समाचार का सहमत होना आवश्यक नहीं। (23, 1093, 349, 1138)
born-text: शुक्रवार 03 अप्रैल 2026 - आज जन्म लिया बालक नम्र, धार्मिक, कृतज्ञ, और संवेदिक होगा, मित्रों की संख्या अधिक होगी, बालक शांत रहेगा, विद्या के क्षेत्र में उन्नति करेगा, स्वतंत्र विचारधारा का होगा, यात्राएं अधिक करेगा। (157, 2278, 808, 2307)
sudoku-answer-cell: 4 (1287, 1887, 1322, 1909)
cartoon-speech-bubble: ना टो (1106, 1013, 1210, 1065)
sudoku-answer-cell: 8 (1287, 1930, 1322, 1952)
author-role-2: बिजनेस एंड प्रोफेशनल (965, 494, 1045, 505)
section-title: विचार (756, 19, 835, 62)
sudoku-answer-cell: 1 (1391, 1952, 1425, 1973)
sudoku-answer-cell: 5 (1253, 1952, 1287, 1973)
market-title: व्यापार भविष्य (820, 2285, 948, 2320)
author-name: डॉ.साहित्य क. चतुर्वेदी (948, 462, 1052, 476)
sudoku-cell: 4 (1263, 1779, 1302, 1818)
brief1-body: न्यूयॉर्क। पिछले कुछ समय से गोल्फ से जुड़ी गतिविधियों से दूर रहने वाले टाइगर वुड्स ने औपचारिक रूप से राइडर कप की कप्तानी ठुकरा दी क्योंकि वह विदेश में अपना इलाज कराएंगे। वुड्स को पिछले सप्ताह नशे में गाड़ी चलाने के संदेह के कारण गिरफ्तार किया गया था, लेकिन कुछ घंटे बाद ही उन्हें जमानत पर रिहा कर दिया गया था। वुड्स ने एक बयान जारी कर कहा कि वह 'इलाज कराने और अपने स्वास्थ्य पर ध्यान केंद्रित करने के लिए' अनिश्चित काल के लिए खेल से दूर जा रहे हैं। (12, 1442, 204, 1603)
ipl-match-photo (215, 1372, 587, 1663)
sudoku-cell: 1 (1460, 1463, 1500, 1502)
sudoku-answer-cell: 9 (1425, 1887, 1459, 1909)
x-icon[interactable]: X (453, 24, 479, 50)
dateline: ग्वालियर, शुक्रवार 3 अप्रैल 2026 (1215, 29, 1433, 49)
sudoku-answer-cell: 5 (1287, 2059, 1322, 2080)
sudoku-cell[interactable] (1184, 1542, 1223, 1581)
market-text: वैशाख कृष्ण प्रतिपदा की चित्रा नक्षत्र के प्रभाव से गुड़, खांड, में उछाल आएगा, लाल रंग की वस्तुओं में तेजी होगी, रुई, कपास, चांदी, सरसों, अलसी, अरंडी, चना के भाव में वृद्धि होगी, बाजार का रुख देखकर कार्य करें, भाग्यांक 6054 है। (959, 2278, 1545, 2307)
